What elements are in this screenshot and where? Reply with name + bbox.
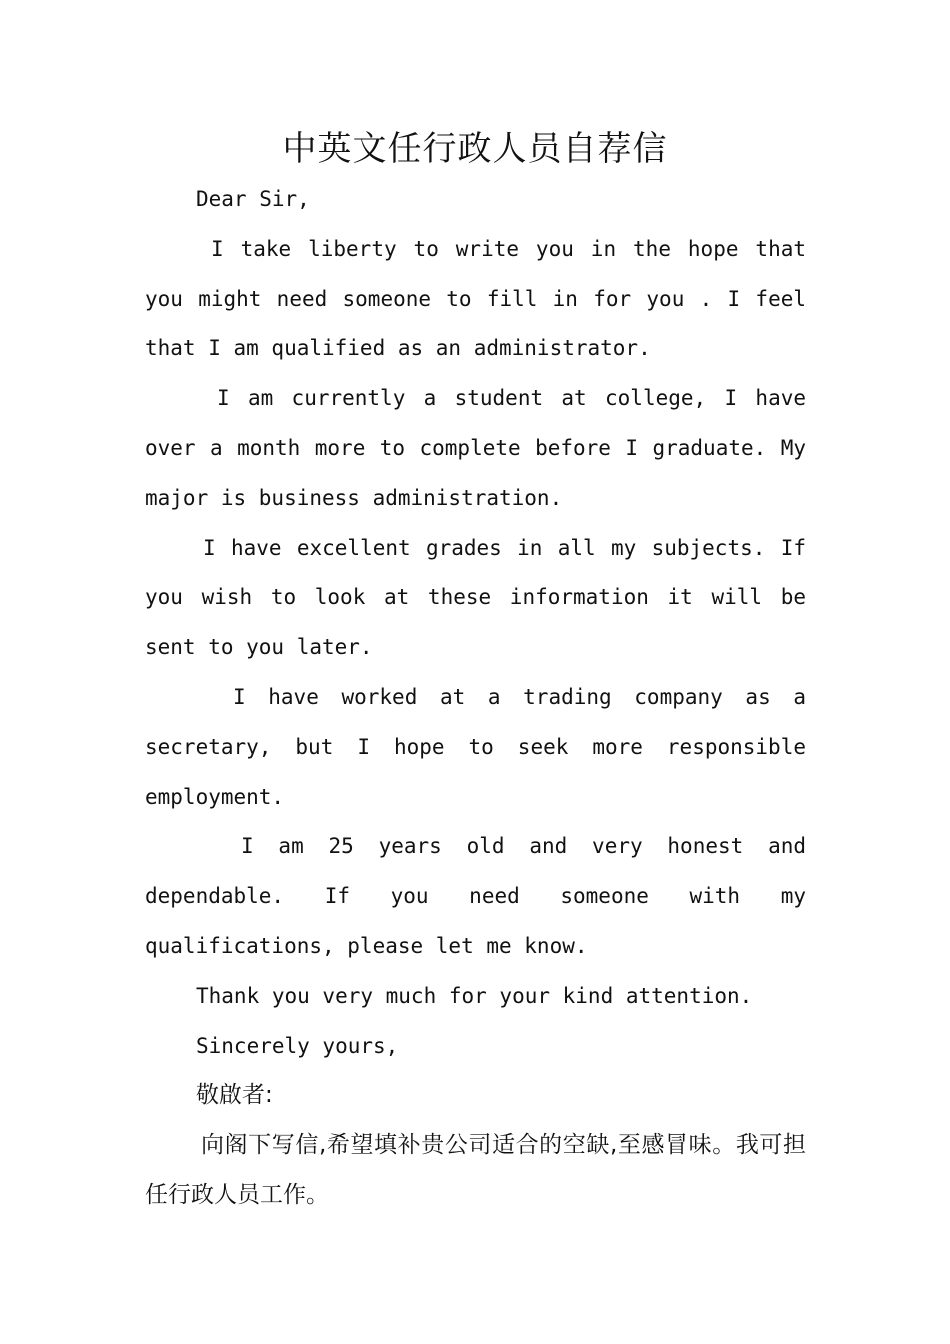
chinese-salutation: 敬啟者:	[196, 1082, 273, 1109]
paragraph-intro: I take liberty to write you in the hope that you might need someone to fill in for you . I feel that I am qualified as an administrator.	[145, 236, 806, 361]
paragraph-personal: I am 25 years old and very honest and dependable. If you need someone with my qualifications, please let me know.	[145, 834, 806, 958]
chinese-paragraph: 向阁下写信,希望填补贵公司适合的空缺,至感冒味。我可担任行政人员工作。	[145, 1132, 806, 1208]
salutation: Dear Sir,	[196, 187, 310, 211]
letter-body	[145, 175, 806, 1221]
thanks-line: Thank you very much for your kind attention.	[196, 983, 753, 1008]
document-title: 中英文任行政人员自荐信	[282, 129, 668, 169]
closing-line: Sincerely yours,	[196, 1033, 399, 1058]
paragraph-grades: I have excellent grades in all my subjects. If you wish to look at these information it will be sent to you later.	[145, 535, 806, 660]
paragraph-education: I am currently a student at college, I have over a month more to complete before I graduate. My major is business administration.	[145, 386, 806, 510]
paragraph-experience: I have worked at a trading company as a secretary, but I hope to seek more responsible employment.	[145, 684, 806, 809]
